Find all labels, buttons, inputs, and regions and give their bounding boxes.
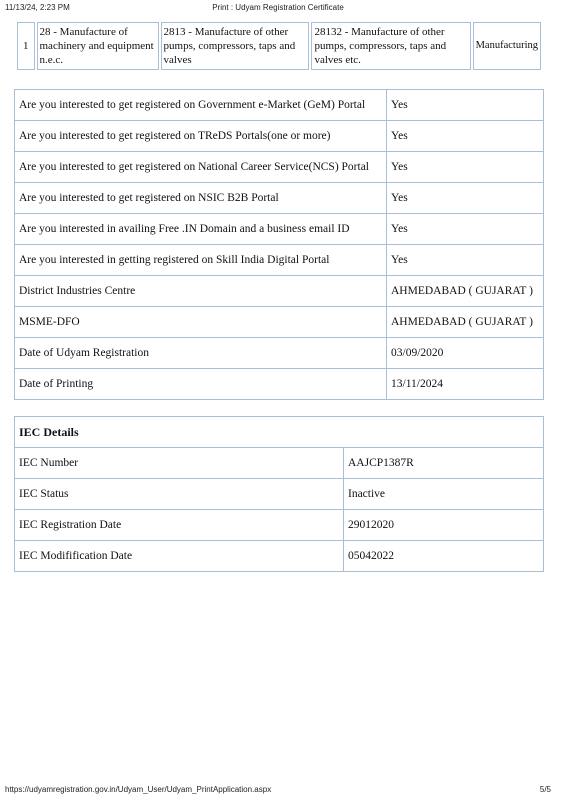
iec-title: IEC Details [15,417,543,448]
table-row [15,448,543,479]
page-url: https://udyamregistration.gov.in/Udyam_User/Udyam_PrintApplication.aspx [5,785,272,794]
iec-label: IEC Status [15,479,344,510]
detail-label: Are you interested to get registered on National Career Service(NCS) Portal [15,152,387,183]
iec-details-table [14,416,544,572]
detail-value: Yes [387,90,543,121]
nic-5-digit: 28132 - Manufacture of other pumps, compressors, taps and valves etc. [311,22,470,70]
detail-label: Date of Printing [15,369,387,399]
nic-4-digit: 2813 - Manufacture of other pumps, compressors, taps and valves [161,22,310,70]
detail-value: Yes [387,245,543,276]
table-row [15,369,543,399]
table-row [15,541,543,571]
table-row [15,121,543,152]
detail-label: Date of Udyam Registration [15,338,387,369]
registration-details-table [14,89,544,400]
table-row [15,307,543,338]
print-footer [5,785,551,797]
iec-title-row [15,417,543,448]
print-title: Print : Udyam Registration Certificate [212,3,344,12]
nic-2-digit: 28 - Manufacture of machinery and equipment n.e.c. [37,22,159,70]
table-row [15,183,543,214]
table-row [15,152,543,183]
detail-label: Are you interested in availing Free .IN Domain and a business email ID [15,214,387,245]
print-datetime: 11/13/24, 2:23 PM [5,3,70,12]
detail-label: Are you interested to get registered on Government e-Market (GeM) Portal [15,90,387,121]
iec-label: IEC Modifification Date [15,541,344,571]
iec-value: 05042022 [348,550,394,562]
iec-value: AAJCP1387R [344,448,543,479]
detail-value: AHMEDABAD ( GUJARAT ) [387,307,543,338]
table-row [15,245,543,276]
iec-label: IEC Number [15,448,344,479]
iec-value: Inactive [344,479,543,510]
table-row [15,214,543,245]
nic-sno: 1 [17,22,35,70]
table-row [15,90,543,121]
detail-value: Yes [387,183,543,214]
detail-label: District Industries Centre [15,276,387,307]
print-header [5,3,551,15]
detail-value: 13/11/2024 [391,378,443,390]
nic-activity: Manufacturing [473,22,541,70]
nic-code-table [15,20,543,72]
detail-value: Yes [387,214,543,245]
detail-value: 03/09/2020 [387,338,543,369]
detail-value: Yes [387,121,543,152]
detail-label: Are you interested in getting registered on Skill India Digital Portal [15,245,387,276]
table-row [15,510,543,541]
table-row [15,338,543,369]
iec-value: 29012020 [344,510,543,541]
table-row [17,22,541,70]
detail-value: AHMEDABAD ( GUJARAT ) [387,276,543,307]
detail-value: Yes [387,152,543,183]
iec-label: IEC Registration Date [15,510,344,541]
table-row [15,479,543,510]
detail-label: Are you interested to get registered on NSIC B2B Portal [15,183,387,214]
detail-label: MSME-DFO [15,307,387,338]
detail-label: Are you interested to get registered on TReDS Portals(one or more) [15,121,387,152]
page-number: 5/5 [539,785,551,794]
table-row [15,276,543,307]
